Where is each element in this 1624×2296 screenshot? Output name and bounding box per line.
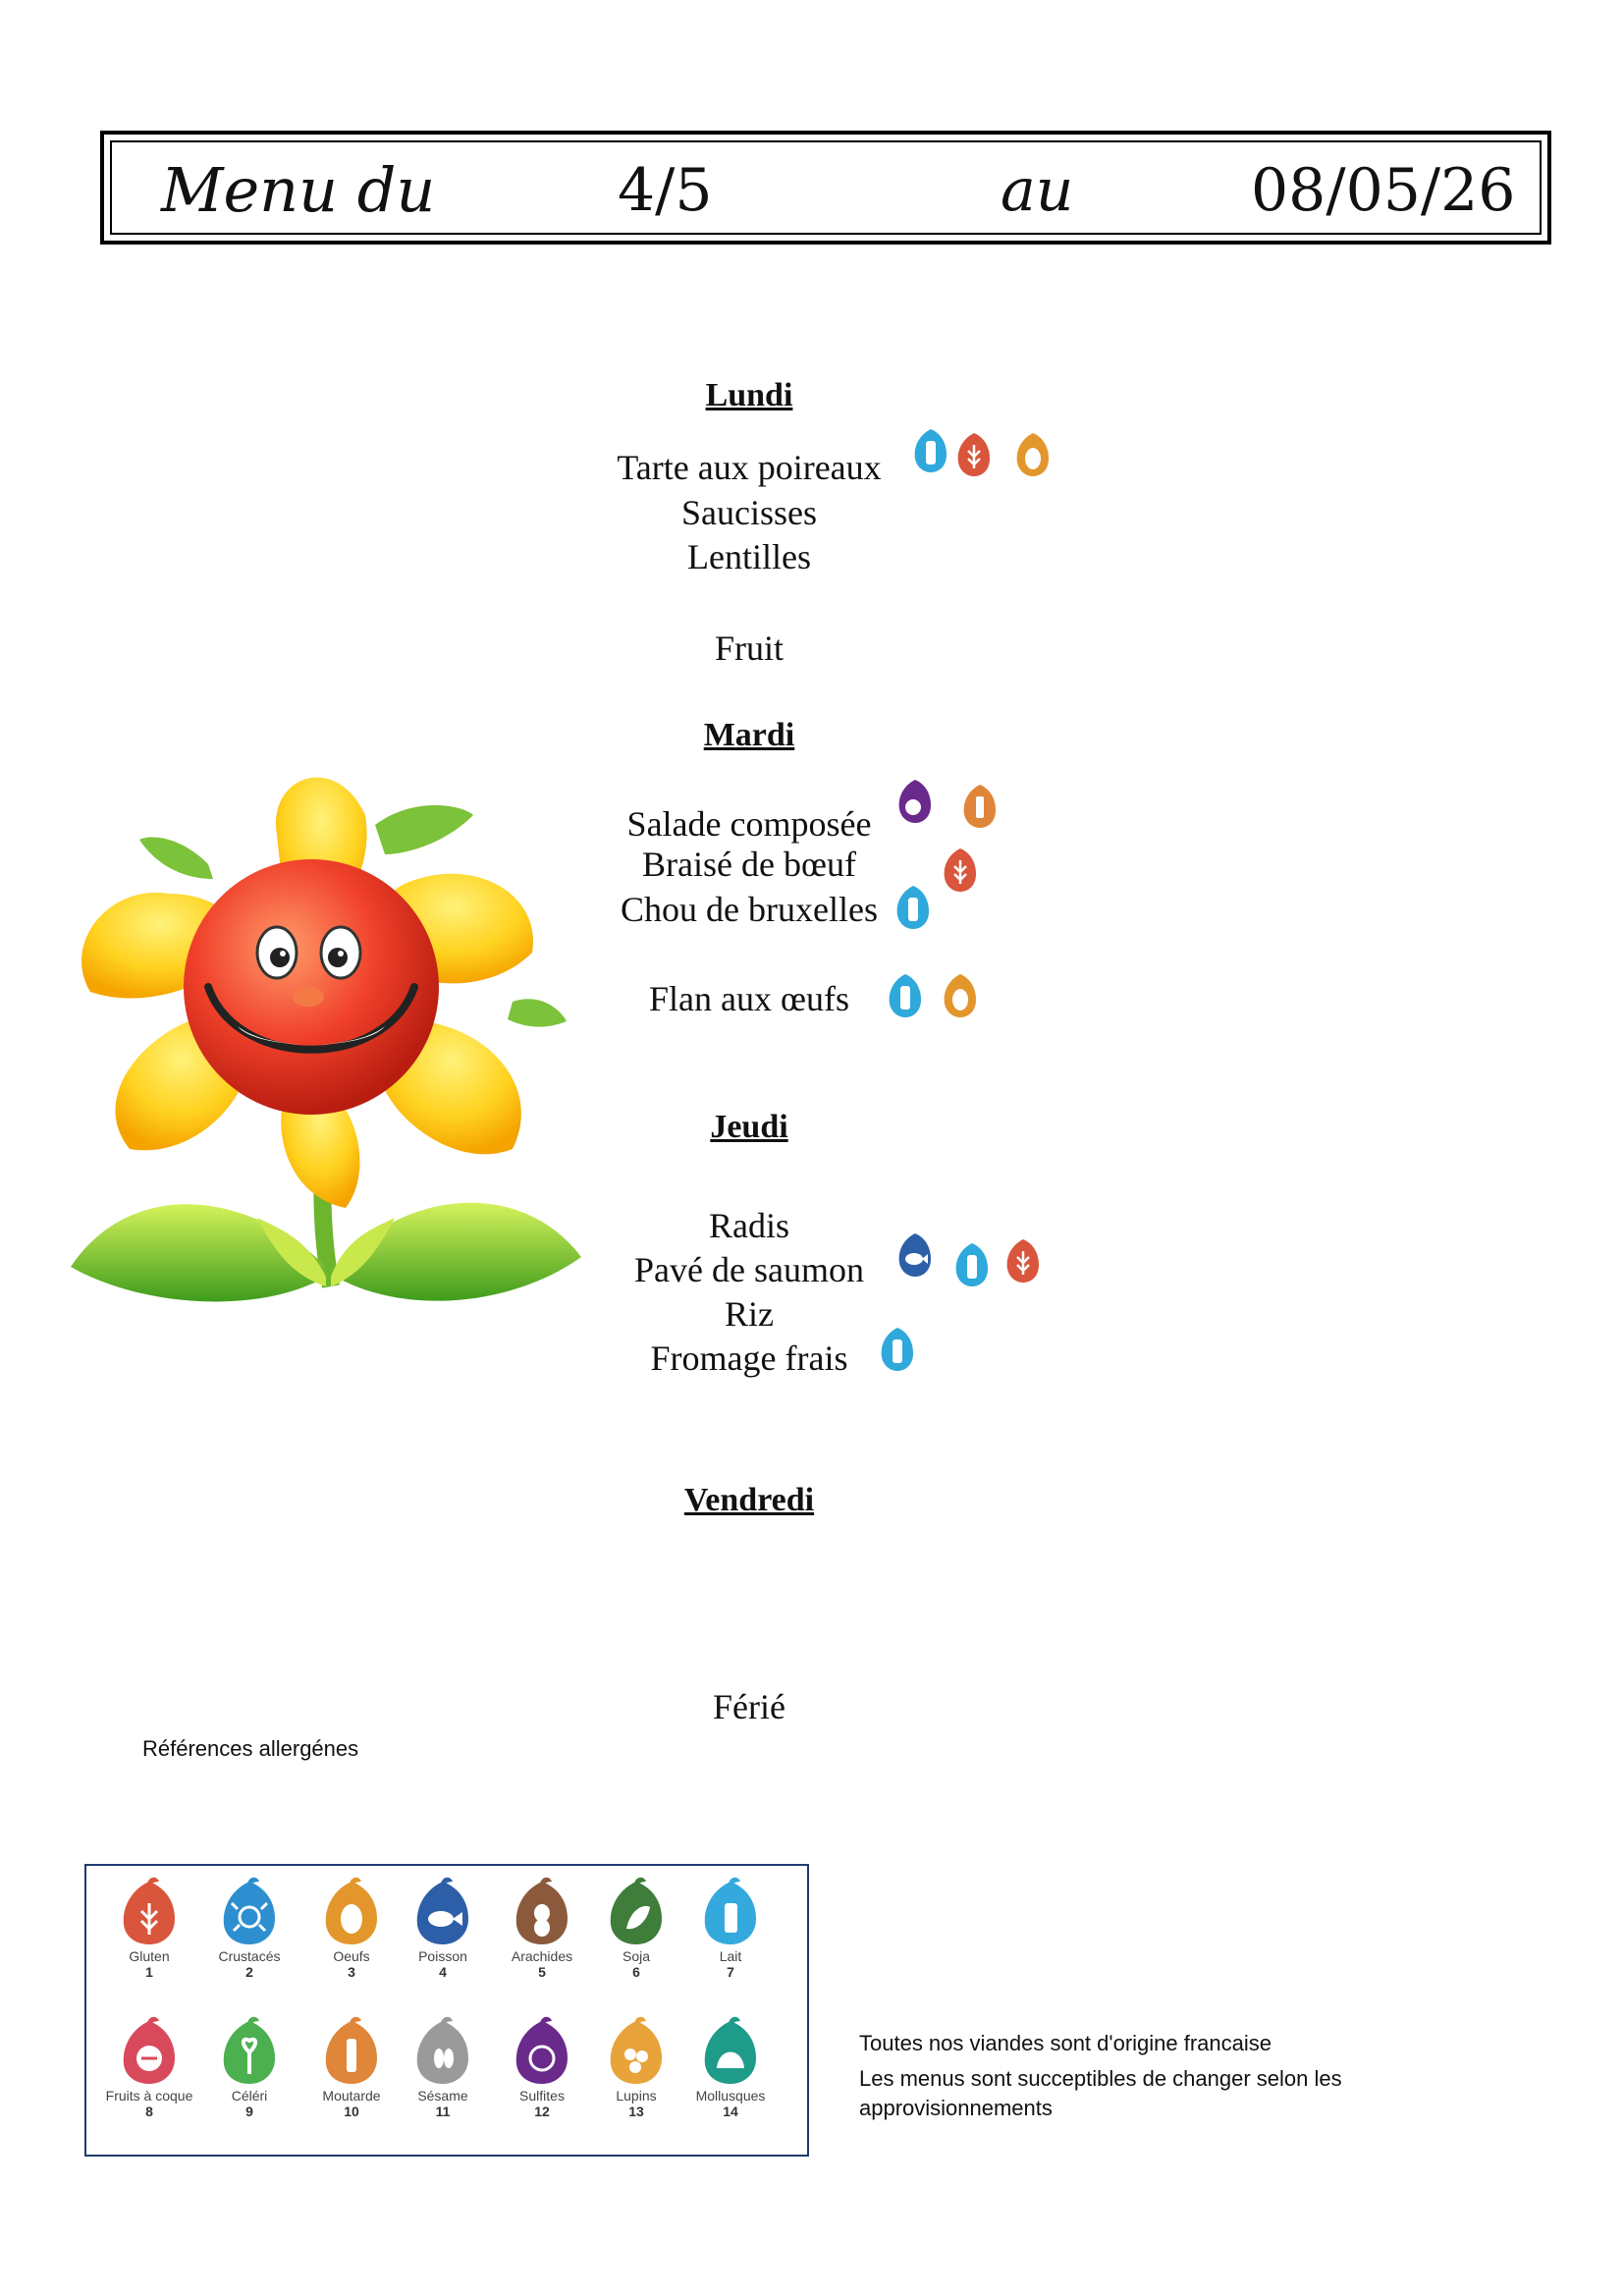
menu-notes [859, 2029, 1448, 2129]
wheat-icon [941, 845, 980, 894]
peanut-icon [511, 1874, 573, 1948]
milk-icon [952, 1239, 992, 1288]
smiling-flower-illustration [51, 756, 601, 1355]
allergen-legend-item [589, 1874, 683, 1980]
egg-icon [320, 1874, 383, 1948]
allergen-legend-item [683, 1874, 778, 1980]
note-changes: Les menus sont succeptibles de changer selon les approvisionnements [859, 2066, 1342, 2120]
allergen-number: 14 [723, 2104, 738, 2119]
allergen-name: Moutarde [322, 2088, 381, 2104]
day-heading-mardi: Mardi [703, 717, 795, 753]
allergen-legend-item [495, 2013, 589, 2119]
allergen-legend-item [102, 1874, 196, 1980]
allergen-name: Poisson [418, 1948, 467, 1964]
allergen-number: 2 [245, 1964, 253, 1980]
allergen-legend-item [202, 2013, 297, 2119]
dish-item: Tarte aux poireaux [617, 448, 882, 487]
sulfite-icon [511, 2013, 573, 2088]
dish-item: Férié [713, 1687, 785, 1726]
allergen-legend-item [304, 1874, 399, 1980]
fish-icon [895, 1230, 935, 1279]
dish-item: Riz [725, 1294, 774, 1334]
dish-item: Braisé de bœuf [642, 845, 856, 884]
allergen-number: 9 [245, 2104, 253, 2119]
allergen-legend-item [102, 2013, 196, 2119]
allergen-number: 6 [632, 1964, 640, 1980]
menu-date-separator: au [1001, 156, 1074, 225]
dish-item: Flan aux œufs [649, 979, 849, 1018]
allergen-legend-item [202, 1874, 297, 1980]
dish-item: Fruit [714, 629, 784, 668]
dish-item: Pavé de saumon [634, 1250, 864, 1289]
dish-item: Saucisses [681, 493, 817, 532]
allergen-number: 1 [145, 1964, 153, 1980]
allergen-name: Arachides [511, 1948, 573, 1964]
mustard-icon [320, 2013, 383, 2088]
allergen-legend-item [396, 1874, 490, 1980]
allergen-name: Fruits à coque [105, 2088, 193, 2104]
allergen-reference-title: Références allergénes [142, 1736, 359, 1761]
wheat-icon [118, 1874, 181, 1948]
allergen-number: 10 [344, 2104, 359, 2119]
crab-icon [218, 1874, 281, 1948]
wheat-icon [954, 429, 994, 478]
allergen-number: 13 [628, 2104, 644, 2119]
egg-icon [941, 970, 980, 1019]
milk-icon [886, 970, 925, 1019]
milk-icon [911, 425, 950, 474]
menu-title: Menu du [161, 154, 436, 226]
dish-item: Chou de bruxelles [621, 890, 878, 929]
soy-icon [605, 1874, 668, 1948]
allergen-legend-item [589, 2013, 683, 2119]
allergen-name: Lupins [616, 2088, 657, 2104]
menu-start-date: 4/5 [618, 156, 713, 225]
sulfite-icon [895, 776, 935, 825]
allergen-legend [84, 1864, 809, 2157]
day-heading-vendredi: Vendredi [683, 1482, 815, 1518]
milk-icon [878, 1324, 917, 1373]
note-origin: Toutes nos viandes sont d'origine francaise [859, 2031, 1272, 2055]
fish-icon [411, 1874, 474, 1948]
allergen-number: 8 [145, 2104, 153, 2119]
sesame-icon [411, 2013, 474, 2088]
celery-icon [218, 2013, 281, 2088]
lupin-icon [605, 2013, 668, 2088]
allergen-number: 7 [727, 1964, 734, 1980]
mustard-icon [960, 781, 1000, 830]
day-heading-lundi: Lundi [705, 377, 793, 413]
allergen-number: 3 [348, 1964, 355, 1980]
allergen-legend-item [495, 1874, 589, 1980]
dish-item: Salade composée [626, 804, 872, 844]
allergen-name: Sésame [417, 2088, 468, 2104]
allergen-name: Sulfites [519, 2088, 565, 2104]
allergen-name: Gluten [129, 1948, 170, 1964]
egg-icon [1013, 429, 1053, 478]
menu-header [100, 131, 1551, 245]
wheat-icon [1003, 1235, 1043, 1285]
milk-icon [699, 1874, 762, 1948]
day-heading-jeudi: Jeudi [710, 1109, 788, 1145]
allergen-number: 4 [439, 1964, 447, 1980]
allergen-legend-item [396, 2013, 490, 2119]
allergen-number: 11 [435, 2104, 451, 2119]
allergen-name: Crustacés [218, 1948, 281, 1964]
dish-item: Fromage frais [650, 1339, 848, 1378]
allergen-name: Céléri [231, 2088, 268, 2104]
menu-end-date: 08/05/26 [1251, 156, 1516, 225]
dish-item: Radis [708, 1206, 789, 1245]
allergen-legend-item [304, 2013, 399, 2119]
milk-icon [893, 882, 933, 931]
allergen-name: Soja [622, 1948, 651, 1964]
menu-header-frame [110, 140, 1542, 235]
allergen-name: Lait [719, 1948, 742, 1964]
dish-item: Lentilles [687, 537, 811, 576]
allergen-legend-item [683, 2013, 778, 2119]
shell-icon [699, 2013, 762, 2088]
nut-icon [118, 2013, 181, 2088]
allergen-number: 5 [538, 1964, 546, 1980]
allergen-name: Oeufs [333, 1948, 370, 1964]
allergen-name: Mollusques [695, 2088, 766, 2104]
allergen-number: 12 [534, 2104, 550, 2119]
